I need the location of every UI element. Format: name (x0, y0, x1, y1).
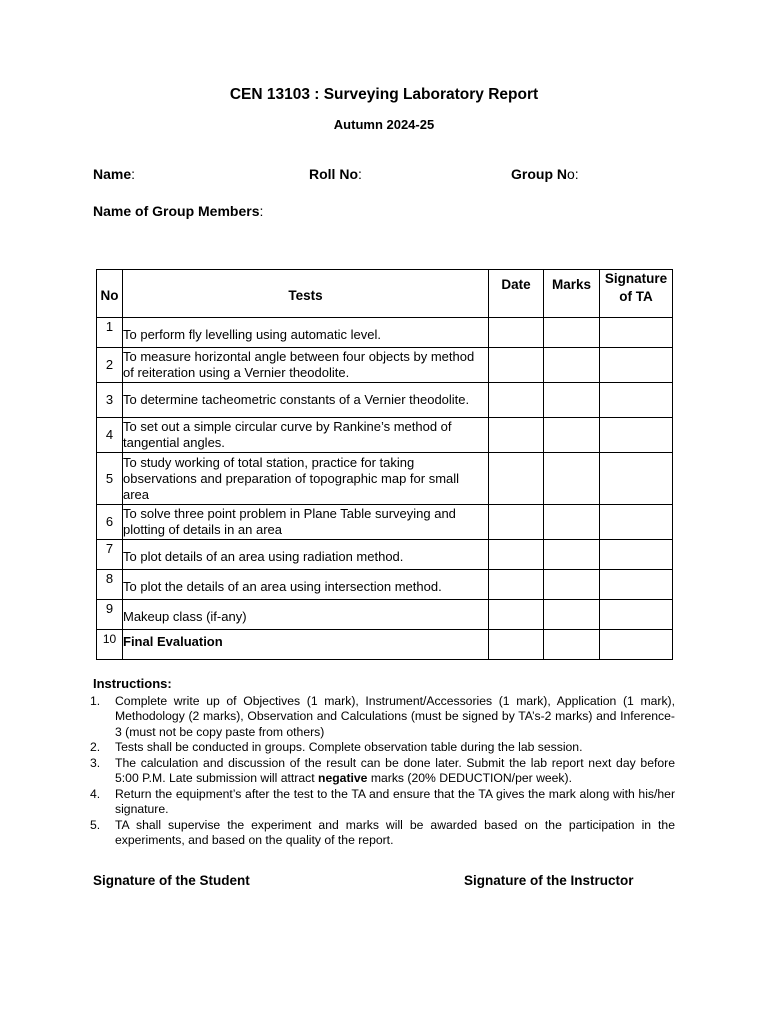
instruction-item (90, 786, 675, 818)
row-number: 2 (97, 348, 123, 383)
table-row (97, 318, 673, 348)
signature-cell[interactable] (600, 630, 673, 660)
table-row (97, 418, 673, 453)
marks-cell[interactable] (544, 453, 600, 505)
marks-cell[interactable] (544, 318, 600, 348)
row-number: 1 (97, 318, 123, 348)
group-members-label: Name of Group Members (93, 203, 260, 219)
signature-cell[interactable] (600, 600, 673, 630)
name-field (93, 166, 135, 182)
date-cell[interactable] (489, 348, 544, 383)
group-members-colon: : (259, 203, 264, 219)
roll-no-colon: : (358, 166, 362, 182)
table-row (97, 570, 673, 600)
header-tests: Tests (123, 270, 489, 318)
marks-cell[interactable] (544, 570, 600, 600)
date-cell[interactable] (489, 383, 544, 418)
table-row (97, 348, 673, 383)
instruction-item (90, 755, 675, 787)
table-row (97, 630, 673, 660)
header-marks: Marks (544, 270, 600, 318)
table-row (97, 453, 673, 505)
test-description: To plot the details of an area using intersection method. (123, 570, 489, 600)
row-number: 6 (97, 505, 123, 540)
header-no: No (97, 270, 123, 318)
group-no-label: Group N (511, 166, 567, 182)
signature-cell[interactable] (600, 453, 673, 505)
date-cell[interactable] (489, 453, 544, 505)
test-description: To perform fly levelling using automatic level. (123, 318, 489, 348)
signature-cell[interactable] (600, 570, 673, 600)
instruction-text: Complete write up of Objectives (1 mark), Instrument/Accessories (1 mark), Application (1 mark), Methodology (2 marks), Observation and Calculations (must be signed by TA’s-2 marks) and Inference-3 (must not be copy paste from others) (115, 693, 675, 739)
instruction-text-part: marks (20% DEDUCTION/per week). (367, 771, 572, 785)
table-row (97, 600, 673, 630)
test-description: Final Evaluation (123, 630, 489, 660)
instructions-heading: Instructions: (93, 676, 172, 691)
instruction-number: 3. (90, 755, 101, 770)
instructor-signature-label: Signature of the Instructor (464, 873, 634, 888)
header-date: Date (489, 270, 544, 318)
header-signature: Signature of TA (600, 270, 673, 318)
row-number: 5 (97, 453, 123, 505)
table-row (97, 505, 673, 540)
row-number: 8 (97, 570, 123, 600)
name-colon: : (131, 166, 136, 182)
instruction-text: TA shall supervise the experiment and marks will be awarded based on the participation in the experiments, and based on the quality of the report. (115, 817, 675, 847)
table-header-row (97, 270, 673, 318)
instruction-text (115, 756, 675, 786)
report-title: CEN 13103 : Surveying Laboratory Report (229, 86, 539, 103)
marks-cell[interactable] (544, 600, 600, 630)
marks-cell[interactable] (544, 540, 600, 570)
marks-cell[interactable] (544, 630, 600, 660)
date-cell[interactable] (489, 630, 544, 660)
instruction-text-part: The calculation and discussion of the result can be done later. Submit the lab report next day before 5:00 P.M. Late submission will attract (115, 755, 675, 785)
marks-cell[interactable] (544, 418, 600, 453)
table-row (97, 540, 673, 570)
tests-table (96, 269, 673, 660)
test-description: To solve three point problem in Plane Table surveying and plotting of details in an area (123, 505, 489, 540)
date-cell[interactable] (489, 318, 544, 348)
date-cell[interactable] (489, 570, 544, 600)
table-row (97, 383, 673, 418)
test-description: To study working of total station, practice for taking observations and preparation of topographic map for small area (123, 453, 489, 505)
instruction-emphasis: negative (318, 771, 368, 785)
date-cell[interactable] (489, 540, 544, 570)
instruction-number: 5. (90, 817, 101, 832)
instruction-number: 2. (90, 740, 101, 754)
row-number: 4 (97, 418, 123, 453)
group-members-field (93, 203, 263, 219)
signature-cell[interactable] (600, 505, 673, 540)
row-number: 10 (97, 630, 123, 660)
instruction-text: Return the equipment’s after the test to the TA and ensure that the TA gives the mark along with his/her signature. (115, 786, 675, 816)
signature-cell[interactable] (600, 540, 673, 570)
marks-cell[interactable] (544, 505, 600, 540)
marks-cell[interactable] (544, 383, 600, 418)
marks-cell[interactable] (544, 348, 600, 383)
signature-cell[interactable] (600, 418, 673, 453)
instructions-section (90, 676, 675, 849)
date-cell[interactable] (489, 505, 544, 540)
signature-cell[interactable] (600, 348, 673, 383)
test-description: Makeup class (if-any) (123, 600, 489, 630)
report-term: Autumn 2024-25 (333, 117, 435, 132)
row-number: 9 (97, 600, 123, 630)
signature-cell[interactable] (600, 318, 673, 348)
test-description: To determine tacheometric constants of a Vernier theodolite. (123, 383, 489, 418)
test-description: To measure horizontal angle between four objects by method of reiteration using a Vernier theodolite. (123, 348, 489, 383)
date-cell[interactable] (489, 600, 544, 630)
instruction-item (90, 740, 675, 756)
instruction-number: 1. (90, 693, 101, 708)
row-number: 7 (97, 540, 123, 570)
instruction-item (90, 817, 675, 849)
group-no-field (511, 166, 579, 182)
test-description: To set out a simple circular curve by Rankine’s method of tangential angles. (123, 418, 489, 453)
test-description: To plot details of an area using radiation method. (123, 540, 489, 570)
instruction-number: 4. (90, 786, 101, 801)
row-number: 3 (97, 383, 123, 418)
instruction-text: Tests shall be conducted in groups. Complete observation table during the lab session. (115, 740, 583, 754)
roll-no-label: Roll No (309, 166, 358, 182)
signature-cell[interactable] (600, 383, 673, 418)
name-label: Name (93, 166, 132, 182)
instruction-item (90, 693, 675, 741)
student-signature-label: Signature of the Student (93, 873, 250, 888)
roll-no-field (309, 166, 362, 182)
group-no-label-rest: o: (567, 166, 579, 182)
date-cell[interactable] (489, 418, 544, 453)
